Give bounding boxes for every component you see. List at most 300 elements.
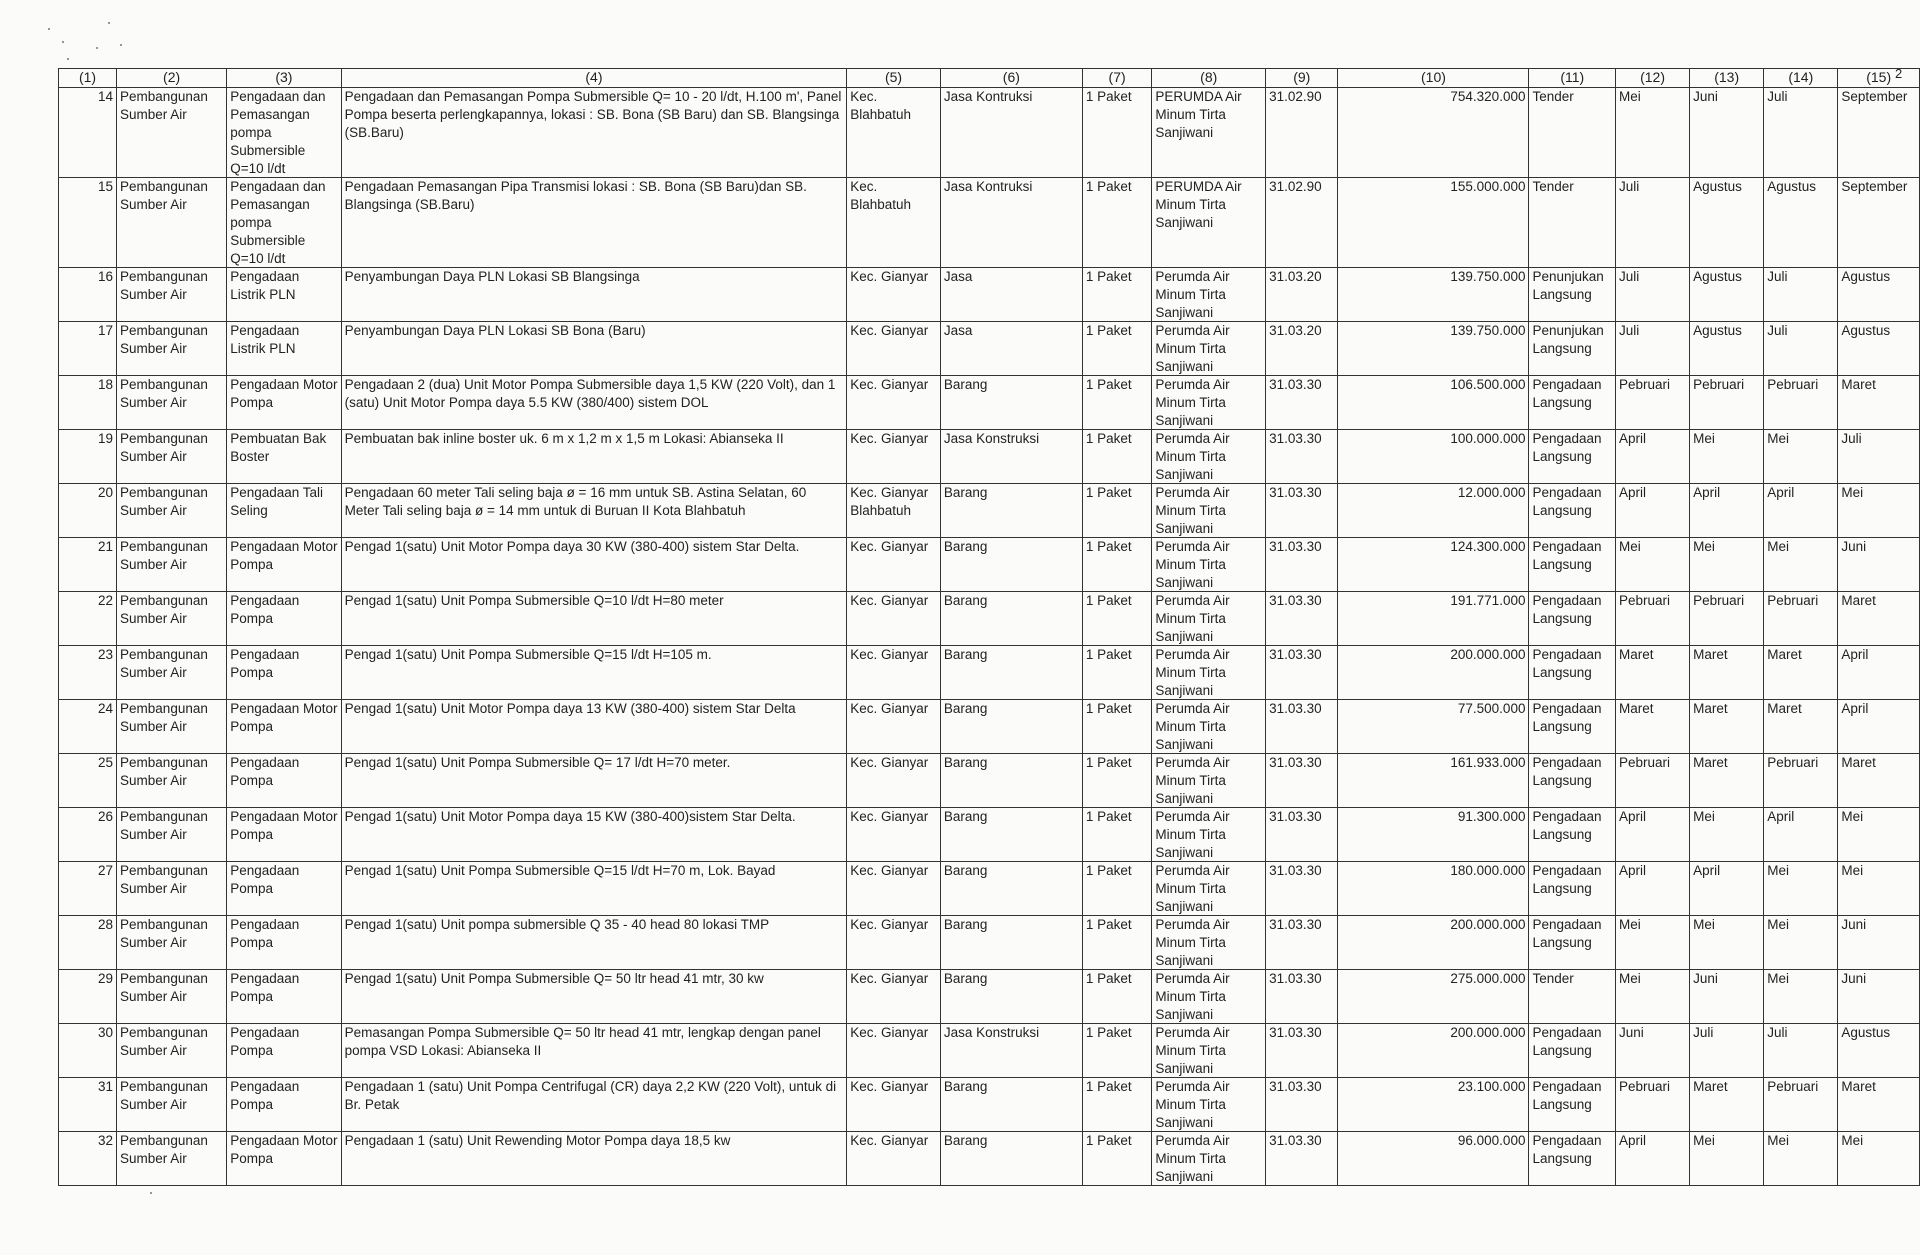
table-row: [59, 646, 1920, 700]
cell-text-c14: Agustus: [1767, 179, 1817, 194]
cell-volume: [1082, 178, 1151, 268]
cell-text-lokasi: Kec. Gianyar: [850, 323, 929, 338]
cell-text-c13: Agustus: [1693, 323, 1742, 338]
cell-uraian: [341, 268, 847, 322]
cell-text-uraian: Pengadaan Pemasangan Pipa Transmisi lokasi : SB. Bona (SB Baru)dan SB. Blangsinga (SB.Baru): [344, 179, 807, 212]
cell-text-nilai: 200.000.000: [1450, 647, 1526, 662]
cell-month-12: [1616, 646, 1690, 700]
cell-uraian: [341, 538, 847, 592]
cell-text-pelaksana: Perumda Air Minum Tirta Sanjiwani: [1155, 971, 1230, 1022]
cell-month-14: [1764, 268, 1838, 322]
cell-text-kegiatan: Pembangunan Sumber Air: [120, 917, 208, 950]
cell-text-c13: Maret: [1693, 1079, 1728, 1094]
cell-kode: [1266, 700, 1338, 754]
cell-text-uraian: Pengadaan dan Pemasangan Pompa Submersible Q= 10 - 20 l/dt, H.100 m', Panel Pompa beserta perlengkapannya, lokasi : SB. Bona (SB Baru) dan SB. Blangsinga (SB.Baru): [344, 89, 842, 140]
cell-text-c13: Mei: [1693, 539, 1715, 554]
cell-text-paket: Pengadaan Pompa: [230, 917, 300, 950]
cell-text-c15: Agustus: [1841, 1025, 1891, 1040]
cell-paket: [227, 592, 341, 646]
column-header: (10): [1338, 69, 1529, 88]
cell-text-paket: Pengadaan Pompa: [230, 755, 300, 788]
cell-volume: [1082, 268, 1151, 322]
cell-text-kegiatan: Pembangunan Sumber Air: [120, 1133, 208, 1166]
cell-lokasi: [847, 484, 941, 538]
cell-text-volume: 1 Paket: [1085, 971, 1132, 986]
cell-month-14: [1764, 430, 1838, 484]
cell-text-kegiatan: Pembangunan Sumber Air: [120, 593, 208, 626]
cell-month-12: [1616, 88, 1690, 178]
cell-text-jenis: Jasa Konstruksi: [943, 431, 1040, 446]
cell-lokasi: [847, 862, 941, 916]
cell-text-kode: 31.03.30: [1269, 809, 1322, 824]
cell-paket: [227, 538, 341, 592]
cell-text-c14: Pebruari: [1767, 593, 1819, 608]
table-row: [59, 178, 1920, 268]
cell-text-paket: Pengadaan Motor Pompa: [230, 701, 338, 734]
cell-text-lokasi: Kec. Gianyar Blahbatuh: [850, 485, 929, 518]
cell-month-13: [1690, 1024, 1764, 1078]
cell-text-metode: Pengadaan Langsung: [1532, 1025, 1602, 1058]
column-header: (3): [227, 69, 341, 88]
cell-text-paket: Pengadaan Pompa: [230, 863, 300, 896]
cell-kegiatan: [117, 916, 227, 970]
cell-text-volume: 1 Paket: [1085, 1133, 1132, 1148]
cell-no: [59, 484, 117, 538]
cell-text-kode: 31.03.20: [1269, 269, 1322, 284]
cell-lokasi: [847, 700, 941, 754]
cell-text-c12: Mei: [1619, 89, 1641, 104]
cell-text-kode: 31.03.30: [1269, 755, 1322, 770]
cell-text-c15: Mei: [1841, 863, 1864, 878]
cell-text-c14: Juli: [1767, 323, 1788, 338]
cell-text-kode: 31.02.90: [1269, 179, 1322, 194]
cell-text-c13: Maret: [1693, 647, 1728, 662]
cell-text-jenis: Barang: [943, 701, 988, 716]
cell-text-c12: Juli: [1619, 269, 1640, 284]
column-header: (7): [1082, 69, 1151, 88]
cell-text-uraian: Pengadaan 2 (dua) Unit Motor Pompa Submersible daya 1,5 KW (220 Volt), dan 1 (satu) Unit Motor Pompa daya 5.5 KW (380/400) sistem DOL: [344, 377, 836, 410]
cell-text-c15: Maret: [1841, 755, 1876, 770]
cell-kode: [1266, 916, 1338, 970]
cell-text-lokasi: Kec. Gianyar: [850, 377, 929, 392]
cell-text-no: 25: [98, 755, 114, 770]
cell-month-13: [1690, 808, 1764, 862]
table-row: [59, 538, 1920, 592]
cell-text-kegiatan: Pembangunan Sumber Air: [120, 179, 208, 212]
cell-text-jenis: Barang: [943, 863, 988, 878]
cell-nilai: [1338, 538, 1529, 592]
column-header: (8): [1152, 69, 1266, 88]
cell-paket: [227, 178, 341, 268]
cell-text-no: 30: [98, 1025, 114, 1040]
cell-text-volume: 1 Paket: [1085, 701, 1132, 716]
cell-jenis: [940, 592, 1082, 646]
cell-lokasi: [847, 916, 941, 970]
cell-kode: [1266, 754, 1338, 808]
cell-kegiatan: [117, 538, 227, 592]
cell-nilai: [1338, 1132, 1529, 1186]
cell-text-kegiatan: Pembangunan Sumber Air: [120, 89, 208, 122]
cell-text-nilai: 754.320.000: [1450, 89, 1526, 104]
cell-lokasi: [847, 268, 941, 322]
cell-pelaksana: [1152, 862, 1266, 916]
cell-metode: [1529, 1078, 1616, 1132]
cell-kode: [1266, 970, 1338, 1024]
cell-text-no: 24: [98, 701, 114, 716]
cell-text-paket: Pengadaan Motor Pompa: [230, 1133, 338, 1166]
cell-month-12: [1616, 322, 1690, 376]
cell-text-no: 19: [98, 431, 114, 446]
cell-paket: [227, 646, 341, 700]
cell-text-uraian: Pengadaan 60 meter Tali seling baja ø = 16 mm untuk SB. Astina Selatan, 60 Meter Tali seling baja ø = 14 mm untuk di Buruan II Kota Blahbatuh: [344, 485, 807, 518]
cell-nilai: [1338, 808, 1529, 862]
cell-text-volume: 1 Paket: [1085, 755, 1132, 770]
cell-text-paket: Pengadaan Pompa: [230, 1079, 300, 1112]
cell-text-pelaksana: Perumda Air Minum Tirta Sanjiwani: [1155, 647, 1230, 698]
cell-text-kode: 31.03.30: [1269, 539, 1322, 554]
cell-kegiatan: [117, 970, 227, 1024]
cell-text-no: 32: [98, 1133, 114, 1148]
cell-pelaksana: [1152, 1132, 1266, 1186]
cell-text-kode: 31.03.30: [1269, 647, 1322, 662]
cell-text-pelaksana: Perumda Air Minum Tirta Sanjiwani: [1155, 917, 1230, 968]
cell-paket: [227, 88, 341, 178]
cell-lokasi: [847, 376, 941, 430]
cell-text-nilai: 124.300.000: [1450, 539, 1526, 554]
cell-metode: [1529, 484, 1616, 538]
cell-kode: [1266, 88, 1338, 178]
cell-text-paket: Pengadaan Pompa: [230, 593, 300, 626]
cell-uraian: [341, 754, 847, 808]
cell-text-c15: September: [1841, 179, 1908, 194]
cell-text-c14: Mei: [1767, 917, 1789, 932]
cell-text-jenis: Barang: [943, 971, 988, 986]
cell-text-uraian: Pengad 1(satu) Unit Pompa Submersible Q=10 l/dt H=80 meter: [344, 593, 724, 608]
cell-month-14: [1764, 700, 1838, 754]
cell-jenis: [940, 1132, 1082, 1186]
cell-month-15: [1838, 862, 1920, 916]
column-header: (5): [847, 69, 941, 88]
cell-volume: [1082, 970, 1151, 1024]
cell-lokasi: [847, 754, 941, 808]
cell-text-metode: Pengadaan Langsung: [1532, 539, 1602, 572]
cell-paket: [227, 1024, 341, 1078]
header-row: [59, 69, 1920, 88]
cell-text-paket: Pengadaan Tali Seling: [230, 485, 324, 518]
cell-text-volume: 1 Paket: [1085, 1025, 1132, 1040]
cell-pelaksana: [1152, 970, 1266, 1024]
cell-month-13: [1690, 376, 1764, 430]
table-row: [59, 430, 1920, 484]
cell-volume: [1082, 646, 1151, 700]
cell-text-jenis: Barang: [943, 755, 988, 770]
cell-no: [59, 88, 117, 178]
table-row: [59, 376, 1920, 430]
cell-volume: [1082, 808, 1151, 862]
cell-jenis: [940, 430, 1082, 484]
cell-kegiatan: [117, 1078, 227, 1132]
cell-text-jenis: Jasa Kontruksi: [943, 89, 1033, 104]
cell-pelaksana: [1152, 646, 1266, 700]
cell-pelaksana: [1152, 178, 1266, 268]
cell-text-c14: Juli: [1767, 1025, 1788, 1040]
cell-month-15: [1838, 376, 1920, 430]
cell-volume: [1082, 1132, 1151, 1186]
cell-text-paket: Pengadaan Pompa: [230, 971, 300, 1004]
cell-text-c14: Mei: [1767, 863, 1789, 878]
cell-text-no: 28: [98, 917, 114, 932]
cell-text-c12: Juni: [1619, 1025, 1644, 1040]
cell-text-volume: 1 Paket: [1085, 593, 1132, 608]
cell-kegiatan: [117, 862, 227, 916]
table-body: [59, 88, 1920, 1186]
cell-month-14: [1764, 970, 1838, 1024]
cell-lokasi: [847, 430, 941, 484]
cell-nilai: [1338, 916, 1529, 970]
cell-jenis: [940, 700, 1082, 754]
cell-text-volume: 1 Paket: [1085, 431, 1132, 446]
cell-text-volume: 1 Paket: [1085, 1079, 1132, 1094]
cell-paket: [227, 484, 341, 538]
cell-text-nilai: 161.933.000: [1450, 755, 1526, 770]
cell-text-nilai: 180.000.000: [1450, 863, 1526, 878]
cell-volume: [1082, 700, 1151, 754]
cell-month-12: [1616, 970, 1690, 1024]
cell-text-pelaksana: Perumda Air Minum Tirta Sanjiwani: [1155, 1079, 1230, 1130]
cell-volume: [1082, 1078, 1151, 1132]
cell-kode: [1266, 646, 1338, 700]
cell-uraian: [341, 592, 847, 646]
cell-text-kode: 31.03.30: [1269, 1025, 1322, 1040]
cell-text-nilai: 77.500.000: [1457, 701, 1526, 716]
cell-month-14: [1764, 754, 1838, 808]
cell-pelaksana: [1152, 700, 1266, 754]
table-row: [59, 1024, 1920, 1078]
cell-text-c15: Juni: [1841, 971, 1867, 986]
cell-text-c13: Juni: [1693, 971, 1718, 986]
cell-lokasi: [847, 178, 941, 268]
cell-kegiatan: [117, 1132, 227, 1186]
cell-month-15: [1838, 916, 1920, 970]
cell-pelaksana: [1152, 484, 1266, 538]
cell-nilai: [1338, 430, 1529, 484]
cell-month-15: [1838, 700, 1920, 754]
cell-month-14: [1764, 916, 1838, 970]
cell-paket: [227, 916, 341, 970]
cell-text-c13: Mei: [1693, 809, 1715, 824]
cell-no: [59, 1078, 117, 1132]
cell-text-kegiatan: Pembangunan Sumber Air: [120, 269, 208, 302]
cell-paket: [227, 430, 341, 484]
cell-text-no: 21: [98, 539, 114, 554]
table-row: [59, 1132, 1920, 1186]
cell-text-metode: Pengadaan Langsung: [1532, 593, 1602, 626]
cell-text-uraian: Pembuatan bak inline boster uk. 6 m x 1,2 m x 1,5 m Lokasi: Abianseka II: [344, 431, 784, 446]
cell-pelaksana: [1152, 322, 1266, 376]
cell-text-c14: April: [1767, 485, 1795, 500]
cell-jenis: [940, 538, 1082, 592]
cell-text-no: 22: [98, 593, 114, 608]
cell-month-15: [1838, 592, 1920, 646]
cell-text-c12: Mei: [1619, 539, 1641, 554]
cell-text-jenis: Barang: [943, 377, 988, 392]
cell-text-pelaksana: Perumda Air Minum Tirta Sanjiwani: [1155, 593, 1230, 644]
cell-kegiatan: [117, 322, 227, 376]
cell-text-kegiatan: Pembangunan Sumber Air: [120, 809, 208, 842]
cell-uraian: [341, 322, 847, 376]
cell-lokasi: [847, 322, 941, 376]
cell-text-c15: September: [1841, 89, 1908, 104]
cell-text-c13: Mei: [1693, 431, 1715, 446]
cell-month-15: [1838, 754, 1920, 808]
cell-pelaksana: [1152, 592, 1266, 646]
cell-text-c14: Pebruari: [1767, 377, 1819, 392]
cell-text-kode: 31.03.30: [1269, 1079, 1322, 1094]
page-number: 2: [1895, 66, 1903, 81]
cell-kode: [1266, 808, 1338, 862]
cell-paket: [227, 322, 341, 376]
cell-text-metode: Penunjukan Langsung: [1532, 323, 1604, 356]
cell-lokasi: [847, 808, 941, 862]
cell-no: [59, 808, 117, 862]
cell-kegiatan: [117, 1024, 227, 1078]
cell-uraian: [341, 1078, 847, 1132]
cell-month-12: [1616, 376, 1690, 430]
cell-pelaksana: [1152, 376, 1266, 430]
cell-text-nilai: 139.750.000: [1450, 269, 1526, 284]
cell-text-kode: 31.02.90: [1269, 89, 1322, 104]
cell-text-jenis: Jasa: [943, 269, 973, 284]
cell-month-15: [1838, 538, 1920, 592]
cell-text-c15: Juni: [1841, 917, 1867, 932]
table-row: [59, 970, 1920, 1024]
cell-jenis: [940, 916, 1082, 970]
cell-text-pelaksana: Perumda Air Minum Tirta Sanjiwani: [1155, 539, 1230, 590]
cell-metode: [1529, 1132, 1616, 1186]
table-row: [59, 484, 1920, 538]
cell-text-c12: April: [1619, 1133, 1647, 1148]
cell-text-kegiatan: Pembangunan Sumber Air: [120, 323, 208, 356]
cell-text-nilai: 91.300.000: [1457, 809, 1526, 824]
cell-uraian: [341, 916, 847, 970]
cell-month-13: [1690, 268, 1764, 322]
cell-uraian: [341, 700, 847, 754]
cell-kegiatan: [117, 430, 227, 484]
cell-text-kegiatan: Pembangunan Sumber Air: [120, 377, 208, 410]
cell-text-pelaksana: Perumda Air Minum Tirta Sanjiwani: [1155, 431, 1230, 482]
cell-text-metode: Pengadaan Langsung: [1532, 863, 1602, 896]
cell-text-volume: 1 Paket: [1085, 647, 1132, 662]
cell-kode: [1266, 178, 1338, 268]
cell-no: [59, 178, 117, 268]
table-row: [59, 1078, 1920, 1132]
cell-kode: [1266, 1078, 1338, 1132]
cell-text-lokasi: Kec. Gianyar: [850, 539, 929, 554]
cell-text-uraian: Pengadaan 1 (satu) Unit Pompa Centrifugal (CR) daya 2,2 KW (220 Volt), untuk di Br. Petak: [344, 1079, 837, 1112]
cell-nilai: [1338, 970, 1529, 1024]
cell-nilai: [1338, 268, 1529, 322]
cell-text-volume: 1 Paket: [1085, 917, 1132, 932]
cell-month-13: [1690, 1078, 1764, 1132]
cell-text-kegiatan: Pembangunan Sumber Air: [120, 863, 208, 896]
cell-text-nilai: 106.500.000: [1450, 377, 1526, 392]
cell-text-c12: April: [1619, 809, 1647, 824]
cell-text-paket: Pengadaan Motor Pompa: [230, 809, 338, 842]
cell-month-12: [1616, 808, 1690, 862]
cell-text-jenis: Barang: [943, 647, 988, 662]
cell-uraian: [341, 862, 847, 916]
cell-month-15: [1838, 484, 1920, 538]
cell-month-15: [1838, 970, 1920, 1024]
column-header: (11): [1529, 69, 1616, 88]
cell-text-uraian: Penyambungan Daya PLN Lokasi SB Bona (Baru): [344, 323, 646, 338]
cell-month-13: [1690, 754, 1764, 808]
cell-text-metode: Pengadaan Langsung: [1532, 755, 1602, 788]
cell-pelaksana: [1152, 1078, 1266, 1132]
cell-month-13: [1690, 88, 1764, 178]
cell-text-jenis: Barang: [943, 539, 988, 554]
cell-text-jenis: Jasa: [943, 323, 973, 338]
cell-text-c12: April: [1619, 431, 1647, 446]
cell-no: [59, 700, 117, 754]
cell-text-uraian: Pengad 1(satu) Unit Pompa Submersible Q= 17 l/dt H=70 meter.: [344, 755, 731, 770]
cell-month-13: [1690, 970, 1764, 1024]
cell-month-15: [1838, 322, 1920, 376]
cell-text-pelaksana: Perumda Air Minum Tirta Sanjiwani: [1155, 755, 1230, 806]
cell-text-c13: Agustus: [1693, 179, 1742, 194]
cell-jenis: [940, 322, 1082, 376]
cell-month-12: [1616, 916, 1690, 970]
cell-text-c12: Maret: [1619, 701, 1654, 716]
cell-nilai: [1338, 862, 1529, 916]
cell-volume: [1082, 592, 1151, 646]
cell-text-pelaksana: Perumda Air Minum Tirta Sanjiwani: [1155, 701, 1230, 752]
cell-text-nilai: 200.000.000: [1450, 1025, 1526, 1040]
cell-metode: [1529, 1024, 1616, 1078]
cell-month-15: [1838, 808, 1920, 862]
cell-text-metode: Pengadaan Langsung: [1532, 431, 1602, 464]
cell-text-uraian: Pengad 1(satu) Unit Pompa Submersible Q= 50 ltr head 41 mtr, 30 kw: [344, 971, 764, 986]
cell-month-13: [1690, 862, 1764, 916]
cell-month-13: [1690, 646, 1764, 700]
cell-month-15: [1838, 1078, 1920, 1132]
cell-text-nilai: 200.000.000: [1450, 917, 1526, 932]
column-header: (6): [940, 69, 1082, 88]
cell-text-paket: Pengadaan Motor Pompa: [230, 377, 338, 410]
cell-text-metode: Pengadaan Langsung: [1532, 1133, 1602, 1166]
cell-month-15: [1838, 1024, 1920, 1078]
cell-text-metode: Tender: [1532, 89, 1574, 104]
cell-text-no: 20: [98, 485, 114, 500]
cell-metode: [1529, 268, 1616, 322]
cell-text-uraian: Penyambungan Daya PLN Lokasi SB Blangsinga: [344, 269, 640, 284]
cell-volume: [1082, 862, 1151, 916]
cell-nilai: [1338, 88, 1529, 178]
cell-text-no: 14: [98, 89, 114, 104]
cell-lokasi: [847, 538, 941, 592]
cell-volume: [1082, 484, 1151, 538]
cell-text-c13: Pebruari: [1693, 377, 1745, 392]
cell-kegiatan: [117, 808, 227, 862]
cell-text-metode: Pengadaan Langsung: [1532, 647, 1602, 680]
cell-jenis: [940, 88, 1082, 178]
cell-month-13: [1690, 322, 1764, 376]
cell-volume: [1082, 916, 1151, 970]
cell-kode: [1266, 1024, 1338, 1078]
cell-month-15: [1838, 268, 1920, 322]
cell-metode: [1529, 916, 1616, 970]
cell-metode: [1529, 322, 1616, 376]
